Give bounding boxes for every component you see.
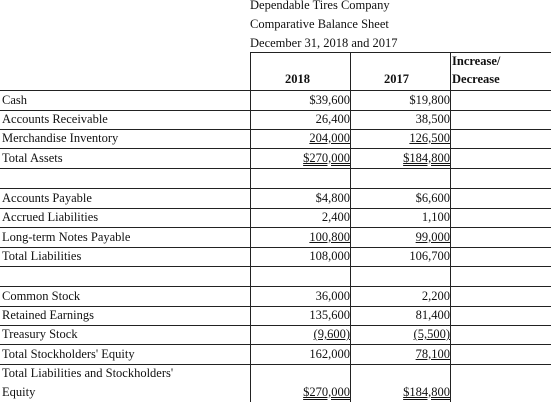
column-header-change-line2: Decrease bbox=[452, 72, 500, 86]
value-2018: 100,800 bbox=[309, 230, 350, 244]
value-2018: 2,400 bbox=[321, 210, 350, 224]
value-2018: 204,000 bbox=[309, 131, 350, 145]
total-2018: 162,000 bbox=[309, 347, 350, 361]
value-2017: 2,200 bbox=[421, 289, 450, 303]
total-2017: 106,700 bbox=[409, 249, 450, 263]
statement-title: Comparative Balance Sheet bbox=[250, 17, 389, 31]
row-rule bbox=[0, 148, 551, 149]
column-header-change-line1: Increase/ bbox=[452, 54, 501, 68]
row-label: Treasury Stock bbox=[2, 327, 78, 341]
header-bottom-rule bbox=[0, 90, 551, 91]
row-label: Cash bbox=[2, 93, 27, 107]
row-rule bbox=[0, 227, 551, 228]
value-2018: $39,600 bbox=[309, 93, 350, 107]
row-label: Long-term Notes Payable bbox=[2, 230, 131, 244]
grand-total-2018: $270,000 bbox=[303, 385, 350, 399]
row-label: Retained Earnings bbox=[2, 308, 94, 322]
value-2018: $4,800 bbox=[315, 191, 350, 205]
statement-date: December 31, 2018 and 2017 bbox=[250, 36, 398, 50]
value-2017: (5,500) bbox=[413, 327, 450, 341]
row-label: Accounts Receivable bbox=[2, 112, 108, 126]
row-label-total: Total Liabilities bbox=[2, 249, 82, 263]
row-rule bbox=[0, 306, 551, 307]
total-2018: $270,000 bbox=[303, 151, 350, 165]
row-rule bbox=[0, 129, 551, 130]
row-label-total: Total Stockholders' Equity bbox=[2, 347, 135, 361]
row-rule bbox=[0, 247, 551, 248]
row-label: Accrued Liabilities bbox=[2, 210, 99, 224]
header-top-rule bbox=[250, 52, 551, 53]
row-label: Merchandise Inventory bbox=[2, 131, 119, 145]
row-rule bbox=[0, 168, 551, 169]
row-rule bbox=[0, 110, 551, 111]
value-2017: 81,400 bbox=[415, 308, 450, 322]
value-2018: 135,600 bbox=[309, 308, 350, 322]
value-2017: $6,600 bbox=[415, 191, 450, 205]
column-header-2017: 2017 bbox=[384, 72, 409, 86]
value-2017: 126,500 bbox=[409, 131, 450, 145]
value-2017: 38,500 bbox=[415, 112, 450, 126]
row-rule bbox=[0, 266, 551, 267]
value-2017: 1,100 bbox=[421, 210, 450, 224]
row-rule bbox=[0, 344, 551, 345]
value-2018: 26,400 bbox=[315, 112, 350, 126]
row-rule bbox=[0, 364, 551, 365]
total-2017: 78,100 bbox=[415, 347, 450, 361]
row-rule bbox=[0, 325, 551, 326]
grand-total-2017: $184,800 bbox=[403, 385, 450, 399]
value-2017: $19,800 bbox=[409, 93, 450, 107]
total-2018: 108,000 bbox=[309, 249, 350, 263]
row-label-total: Total Assets bbox=[2, 151, 63, 165]
row-rule bbox=[0, 208, 551, 209]
row-label: Common Stock bbox=[2, 289, 81, 303]
company-name: Dependable Tires Company bbox=[250, 0, 390, 12]
row-rule bbox=[0, 286, 551, 287]
grand-total-label-line2: Equity bbox=[2, 385, 36, 399]
value-2018: 36,000 bbox=[315, 289, 350, 303]
value-2018: (9,600) bbox=[313, 327, 350, 341]
grand-total-label-line1: Total Liabilities and Stockholders' bbox=[2, 366, 174, 380]
row-label: Accounts Payable bbox=[2, 191, 92, 205]
column-header-2018: 2018 bbox=[285, 72, 310, 86]
value-2017: 99,000 bbox=[415, 230, 450, 244]
row-rule bbox=[0, 188, 551, 189]
total-2017: $184,800 bbox=[403, 151, 450, 165]
